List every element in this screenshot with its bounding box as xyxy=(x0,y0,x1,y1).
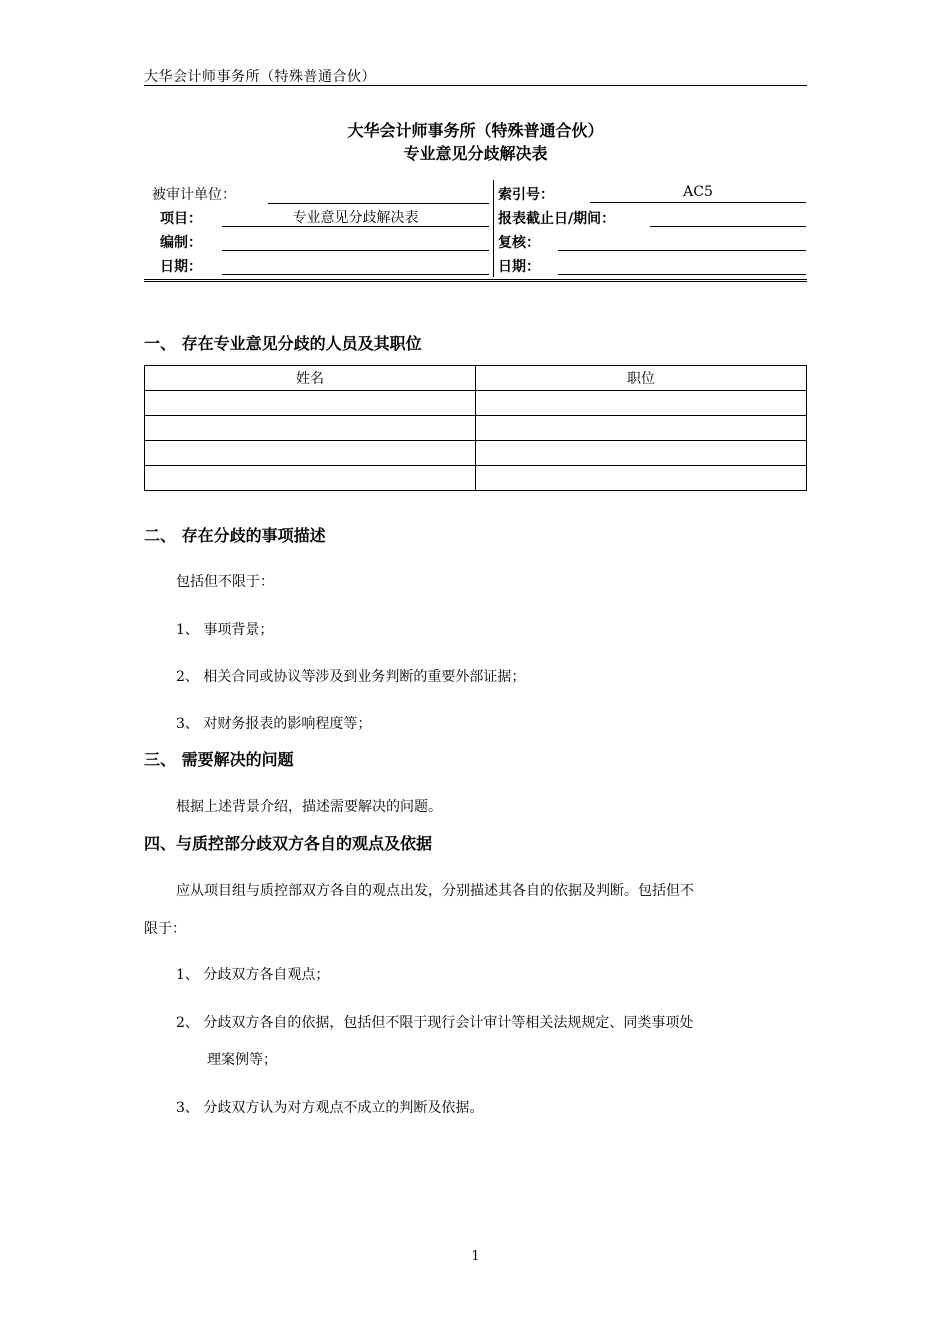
prepared-line xyxy=(222,250,489,251)
section2-item: 3、 对财务报表的影响程度等； xyxy=(176,716,372,732)
header-rule xyxy=(144,85,807,86)
date-line-left xyxy=(222,274,489,275)
section4-heading: 四、与质控部分歧双方各自的观点及依据 xyxy=(144,834,433,853)
audited-unit-label: 被审计单位： xyxy=(152,187,236,203)
section4-item: 3、 分歧双方认为对方观点不成立的判断及依据。 xyxy=(176,1100,484,1116)
audited-unit-line xyxy=(268,203,489,204)
table-header-row xyxy=(145,366,807,391)
project-label: 项目： xyxy=(160,211,202,227)
project-line xyxy=(222,226,489,227)
document-title-form: 专业意见分歧解决表 xyxy=(403,144,548,163)
section4-item: 2、 分歧双方各自的依据，包括但不限于现行会计审计等相关法规规定、同类事项处 xyxy=(176,1015,694,1031)
report-period-line xyxy=(650,226,806,227)
column-header-name: 姓名 xyxy=(145,366,476,391)
page-number: 1 xyxy=(471,1249,480,1264)
form-divider xyxy=(493,180,494,277)
table-row xyxy=(145,466,807,491)
section3-text: 根据上述背景介绍，描述需要解决的问题。 xyxy=(176,799,442,815)
section1-heading: 一、 存在专业意见分歧的人员及其职位 xyxy=(144,334,422,353)
table-cell-position[interactable] xyxy=(476,416,807,441)
running-header: 大华会计师事务所（特殊普通合伙） xyxy=(144,69,376,85)
table-row xyxy=(145,416,807,441)
section4-item: 1、 分歧双方各自观点； xyxy=(176,967,330,983)
index-value[interactable]: AC5 xyxy=(683,184,713,200)
table-cell-position[interactable] xyxy=(476,466,807,491)
form-bottom-rule xyxy=(144,279,807,282)
date-line-right xyxy=(558,274,806,275)
section4-item-continued: 理案例等； xyxy=(207,1052,277,1068)
people-table xyxy=(144,365,807,491)
project-value[interactable]: 专业意见分歧解决表 xyxy=(292,210,419,226)
review-line xyxy=(558,250,806,251)
table-row xyxy=(145,441,807,466)
index-line xyxy=(590,202,806,203)
table-cell-position[interactable] xyxy=(476,441,807,466)
document-title-firm: 大华会计师事务所（特殊普通合伙） xyxy=(347,121,604,140)
section4-intro: 应从项目组与质控部双方各自的观点出发，分别描述其各自的依据及判断。包括但不 xyxy=(176,883,694,899)
table-cell-position[interactable] xyxy=(476,391,807,416)
section4-intro-continued: 限于： xyxy=(144,921,186,937)
prepared-label: 编制： xyxy=(160,235,202,251)
table-cell-name[interactable] xyxy=(145,466,476,491)
table-cell-name[interactable] xyxy=(145,416,476,441)
review-label: 复核： xyxy=(498,235,540,251)
section2-item: 2、 相关合同或协议等涉及到业务判断的重要外部证据； xyxy=(176,669,526,685)
table-cell-name[interactable] xyxy=(145,391,476,416)
report-period-label: 报表截止日/期间： xyxy=(498,211,616,227)
column-header-position: 职位 xyxy=(476,366,807,391)
index-label: 索引号： xyxy=(498,187,554,203)
date-label-left: 日期： xyxy=(160,259,202,275)
section2-item: 1、 事项背景； xyxy=(176,622,274,638)
table-row xyxy=(145,391,807,416)
section2-heading: 二、 存在分歧的事项描述 xyxy=(144,526,326,545)
section2-intro: 包括但不限于： xyxy=(176,574,274,590)
date-label-right: 日期： xyxy=(498,259,540,275)
section3-heading: 三、 需要解决的问题 xyxy=(144,750,294,769)
table-cell-name[interactable] xyxy=(145,441,476,466)
